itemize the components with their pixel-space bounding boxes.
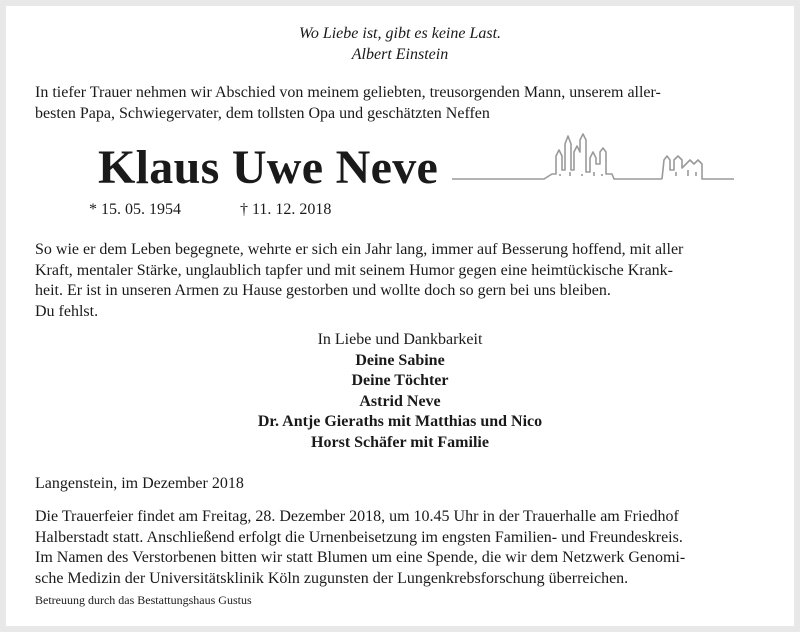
mourner-name: Deine Sabine bbox=[355, 351, 445, 369]
body-line: So wie er dem Leben begegnete, wehrte er sich ein Jahr lang, immer auf Besserung hoffend, mit aller bbox=[35, 241, 684, 258]
body-line: Du fehlst. bbox=[35, 302, 99, 320]
motto-quote: Wo Liebe ist, gibt es keine Last. bbox=[298, 25, 502, 42]
mourners-block bbox=[0, 330, 800, 453]
service-line: Die Trauerfeier findet am Freitag, 28. Dezember 2018, um 10.45 Uhr in der Trauerhalle am Friedhof bbox=[35, 508, 679, 525]
body-paragraph bbox=[35, 240, 765, 322]
death-date: † 11. 12. 2018 bbox=[240, 201, 332, 218]
intro-paragraph bbox=[35, 83, 765, 124]
service-line: sche Medizin der Universitätsklinik Köln zugunsten der Lungenkrebsforschung überreichen. bbox=[35, 569, 629, 587]
mourner-name: Dr. Antje Gieraths mit Matthias und Nico bbox=[257, 413, 543, 430]
service-line: Halberstadt statt. Anschließend erfolgt die Urnenbeisetzung im engsten Familien- und Freundeskreis. bbox=[35, 528, 683, 546]
service-line: Im Namen des Verstorbenen bitten wir statt Blumen um eine Spende, die wir dem Netzwerk Genomi- bbox=[35, 549, 686, 566]
mourner-name: Horst Schäfer mit Familie bbox=[311, 433, 489, 451]
motto-author: Albert Einstein bbox=[351, 46, 449, 63]
service-paragraph bbox=[35, 507, 765, 589]
mourner-name: Astrid Neve bbox=[359, 392, 441, 410]
city-skyline-icon bbox=[452, 130, 742, 192]
place-date: Langenstein, im Dezember 2018 bbox=[35, 475, 244, 492]
mourner-name: Deine Töchter bbox=[351, 372, 449, 389]
birth-date: * 15. 05. 1954 bbox=[89, 201, 181, 218]
body-line: Kraft, mentaler Stärke, unglaublich tapfer und mit seinem Humor gegen eine heimtückische Krank- bbox=[35, 261, 674, 279]
mourners-intro: In Liebe und Dankbarkeit bbox=[317, 331, 483, 348]
intro-line: In tiefer Trauer nehmen wir Abschied von meinem geliebten, treusorgenden Mann, unserem aller- bbox=[35, 84, 661, 101]
intro-line: besten Papa, Schwiegervater, dem tollsten Opa und geschätzten Neffen bbox=[35, 104, 490, 122]
body-line: heit. Er ist in unseren Armen zu Hause gestorben und wollte doch so gern bei uns bleiben. bbox=[35, 282, 611, 299]
undertaker-note: Betreuung durch das Bestattungshaus Gustus bbox=[35, 593, 252, 607]
deceased-name: Klaus Uwe Neve bbox=[98, 141, 439, 194]
